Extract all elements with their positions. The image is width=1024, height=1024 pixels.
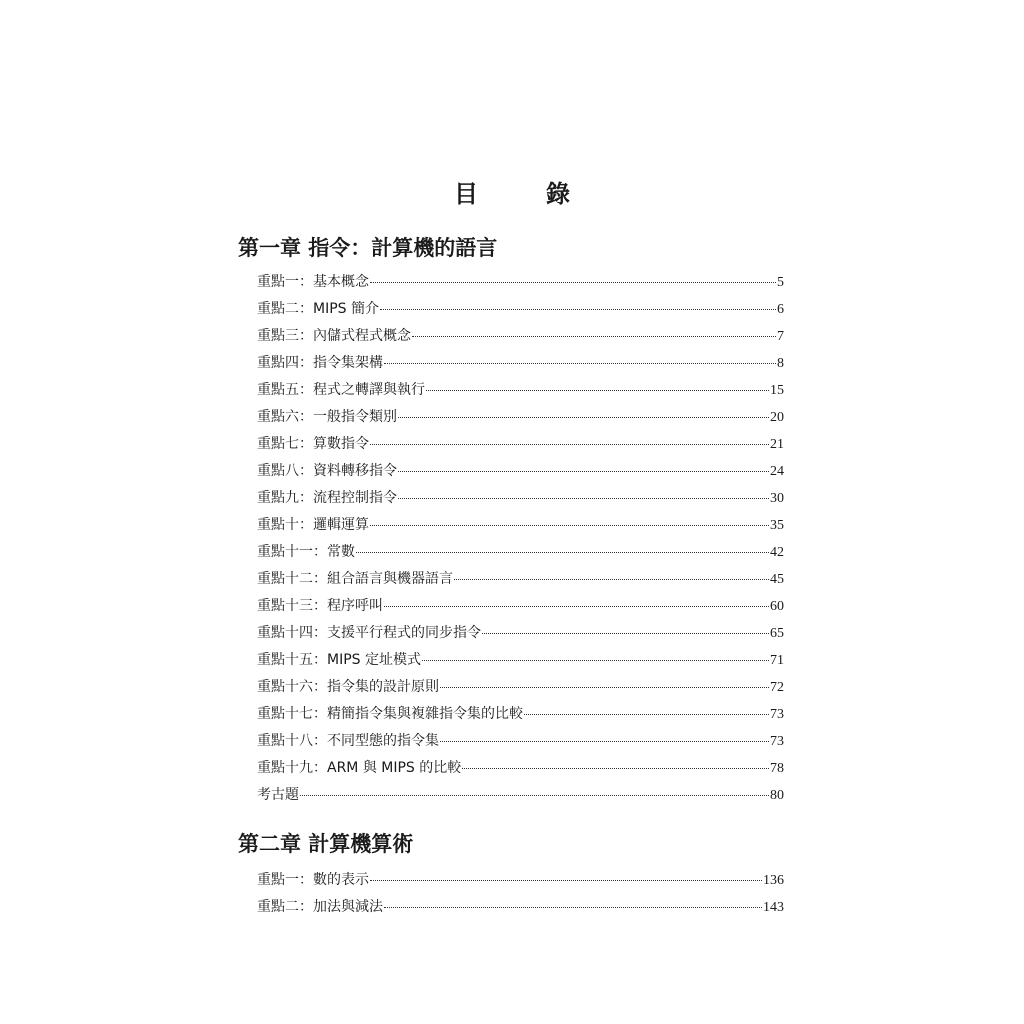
toc-entry-page: 24 bbox=[770, 464, 784, 479]
toc-entry[interactable] bbox=[257, 784, 784, 811]
toc-entry[interactable] bbox=[257, 379, 784, 406]
toc-entry[interactable] bbox=[257, 595, 784, 622]
dot-leader bbox=[384, 363, 776, 364]
dot-leader bbox=[440, 741, 769, 742]
toc-entry-label: 重點十七：精簡指令集與複雜指令集的比較 bbox=[257, 706, 523, 722]
toc-title: 目 錄 bbox=[454, 180, 592, 208]
toc-entry[interactable] bbox=[257, 271, 784, 298]
dot-leader bbox=[370, 444, 769, 445]
toc-entry-list bbox=[238, 271, 798, 811]
toc-entry-label: 重點十九：ARM 與 MIPS 的比較 bbox=[257, 760, 462, 776]
dot-leader bbox=[422, 660, 769, 661]
toc-entry[interactable] bbox=[257, 676, 784, 703]
toc-entry-page: 35 bbox=[770, 518, 784, 533]
toc-entry-page: 80 bbox=[770, 788, 784, 803]
toc-entry-label: 重點六：一般指令類別 bbox=[257, 409, 397, 425]
toc-entry-page: 5 bbox=[777, 275, 784, 290]
toc-entry-page: 45 bbox=[770, 572, 784, 587]
toc-entry[interactable] bbox=[257, 541, 784, 568]
dot-leader bbox=[398, 471, 769, 472]
toc-entry-label: 重點八：資料轉移指令 bbox=[257, 463, 397, 479]
dot-leader bbox=[370, 880, 762, 881]
toc-entry[interactable] bbox=[257, 514, 784, 541]
toc-entry-label: 重點十：邏輯運算 bbox=[257, 517, 369, 533]
chapter-section bbox=[238, 232, 798, 811]
dot-leader bbox=[440, 687, 769, 688]
toc-entry[interactable] bbox=[257, 568, 784, 595]
toc-entry[interactable] bbox=[257, 757, 784, 784]
toc-entry-label: 重點十三：程序呼叫 bbox=[257, 598, 383, 614]
toc-entry-label: 重點十六：指令集的設計原則 bbox=[257, 679, 439, 695]
toc-entry-page: 136 bbox=[763, 873, 784, 888]
dot-leader bbox=[426, 390, 769, 391]
dot-leader bbox=[356, 552, 769, 553]
dot-leader bbox=[398, 498, 769, 499]
toc-entry-label: 重點二：MIPS 簡介 bbox=[257, 301, 379, 317]
toc-entry-label: 重點九：流程控制指令 bbox=[257, 490, 397, 506]
toc-entry[interactable] bbox=[257, 433, 784, 460]
toc-entry-page: 42 bbox=[770, 545, 784, 560]
dot-leader bbox=[370, 525, 769, 526]
toc-entry-page: 78 bbox=[770, 761, 784, 776]
dot-leader bbox=[370, 282, 776, 283]
toc-entry-label: 重點二：加法與減法 bbox=[257, 899, 383, 915]
toc-entry[interactable] bbox=[257, 896, 784, 923]
toc-entry-label: 重點一：基本概念 bbox=[257, 274, 369, 290]
toc-entry[interactable] bbox=[257, 703, 784, 730]
toc-entry-page: 73 bbox=[770, 707, 784, 722]
toc-entry[interactable] bbox=[257, 487, 784, 514]
toc-entry[interactable] bbox=[257, 730, 784, 757]
toc-entry-page: 6 bbox=[777, 302, 784, 317]
toc-entry[interactable] bbox=[257, 352, 784, 379]
toc-entry[interactable] bbox=[257, 325, 784, 352]
toc-entry-page: 60 bbox=[770, 599, 784, 614]
chapter-heading: 第一章 指令：計算機的語言 bbox=[238, 236, 498, 260]
toc-entry[interactable] bbox=[257, 406, 784, 433]
toc-entry-page: 71 bbox=[770, 653, 784, 668]
toc-entry-label: 重點四：指令集架構 bbox=[257, 355, 383, 371]
toc-entry-label: 重點十二：組合語言與機器語言 bbox=[257, 571, 453, 587]
toc-entry[interactable] bbox=[257, 298, 784, 325]
toc-entry-label: 重點十一：常數 bbox=[257, 544, 355, 560]
toc-entry-page: 21 bbox=[770, 437, 784, 452]
toc-entry-label: 重點七：算數指令 bbox=[257, 436, 369, 452]
toc-entry-page: 30 bbox=[770, 491, 784, 506]
toc-entry-label: 重點五：程式之轉譯與執行 bbox=[257, 382, 425, 398]
toc-entry-label: 重點十八：不同型態的指令集 bbox=[257, 733, 439, 749]
toc-entry-label: 重點十五：MIPS 定址模式 bbox=[257, 652, 421, 668]
toc-entry[interactable] bbox=[257, 622, 784, 649]
toc-entry-page: 143 bbox=[763, 900, 784, 915]
dot-leader bbox=[462, 768, 769, 769]
dot-leader bbox=[412, 336, 776, 337]
toc-entry-page: 20 bbox=[770, 410, 784, 425]
toc-entry-page: 7 bbox=[777, 329, 784, 344]
dot-leader bbox=[524, 714, 769, 715]
toc-entry-label: 重點十四：支援平行程式的同步指令 bbox=[257, 625, 481, 641]
dot-leader bbox=[384, 907, 762, 908]
toc-entry-label: 重點三：內儲式程式概念 bbox=[257, 328, 411, 344]
dot-leader bbox=[482, 633, 769, 634]
chapter-section bbox=[238, 828, 798, 923]
toc-entry-page: 72 bbox=[770, 680, 784, 695]
toc-entry-label: 重點一：數的表示 bbox=[257, 872, 369, 888]
toc-entry-label: 考古題 bbox=[257, 787, 299, 803]
toc-entry[interactable] bbox=[257, 649, 784, 676]
dot-leader bbox=[300, 795, 769, 796]
toc-entry-list bbox=[238, 869, 798, 923]
toc-entry-page: 65 bbox=[770, 626, 784, 641]
toc-entry[interactable] bbox=[257, 869, 784, 896]
dot-leader bbox=[380, 309, 776, 310]
chapter-heading: 第二章 計算機算術 bbox=[238, 832, 414, 856]
toc-entry-page: 15 bbox=[770, 383, 784, 398]
toc-entry[interactable] bbox=[257, 460, 784, 487]
dot-leader bbox=[384, 606, 769, 607]
dot-leader bbox=[454, 579, 769, 580]
dot-leader bbox=[398, 417, 769, 418]
toc-entry-page: 73 bbox=[770, 734, 784, 749]
toc-entry-page: 8 bbox=[777, 356, 784, 371]
